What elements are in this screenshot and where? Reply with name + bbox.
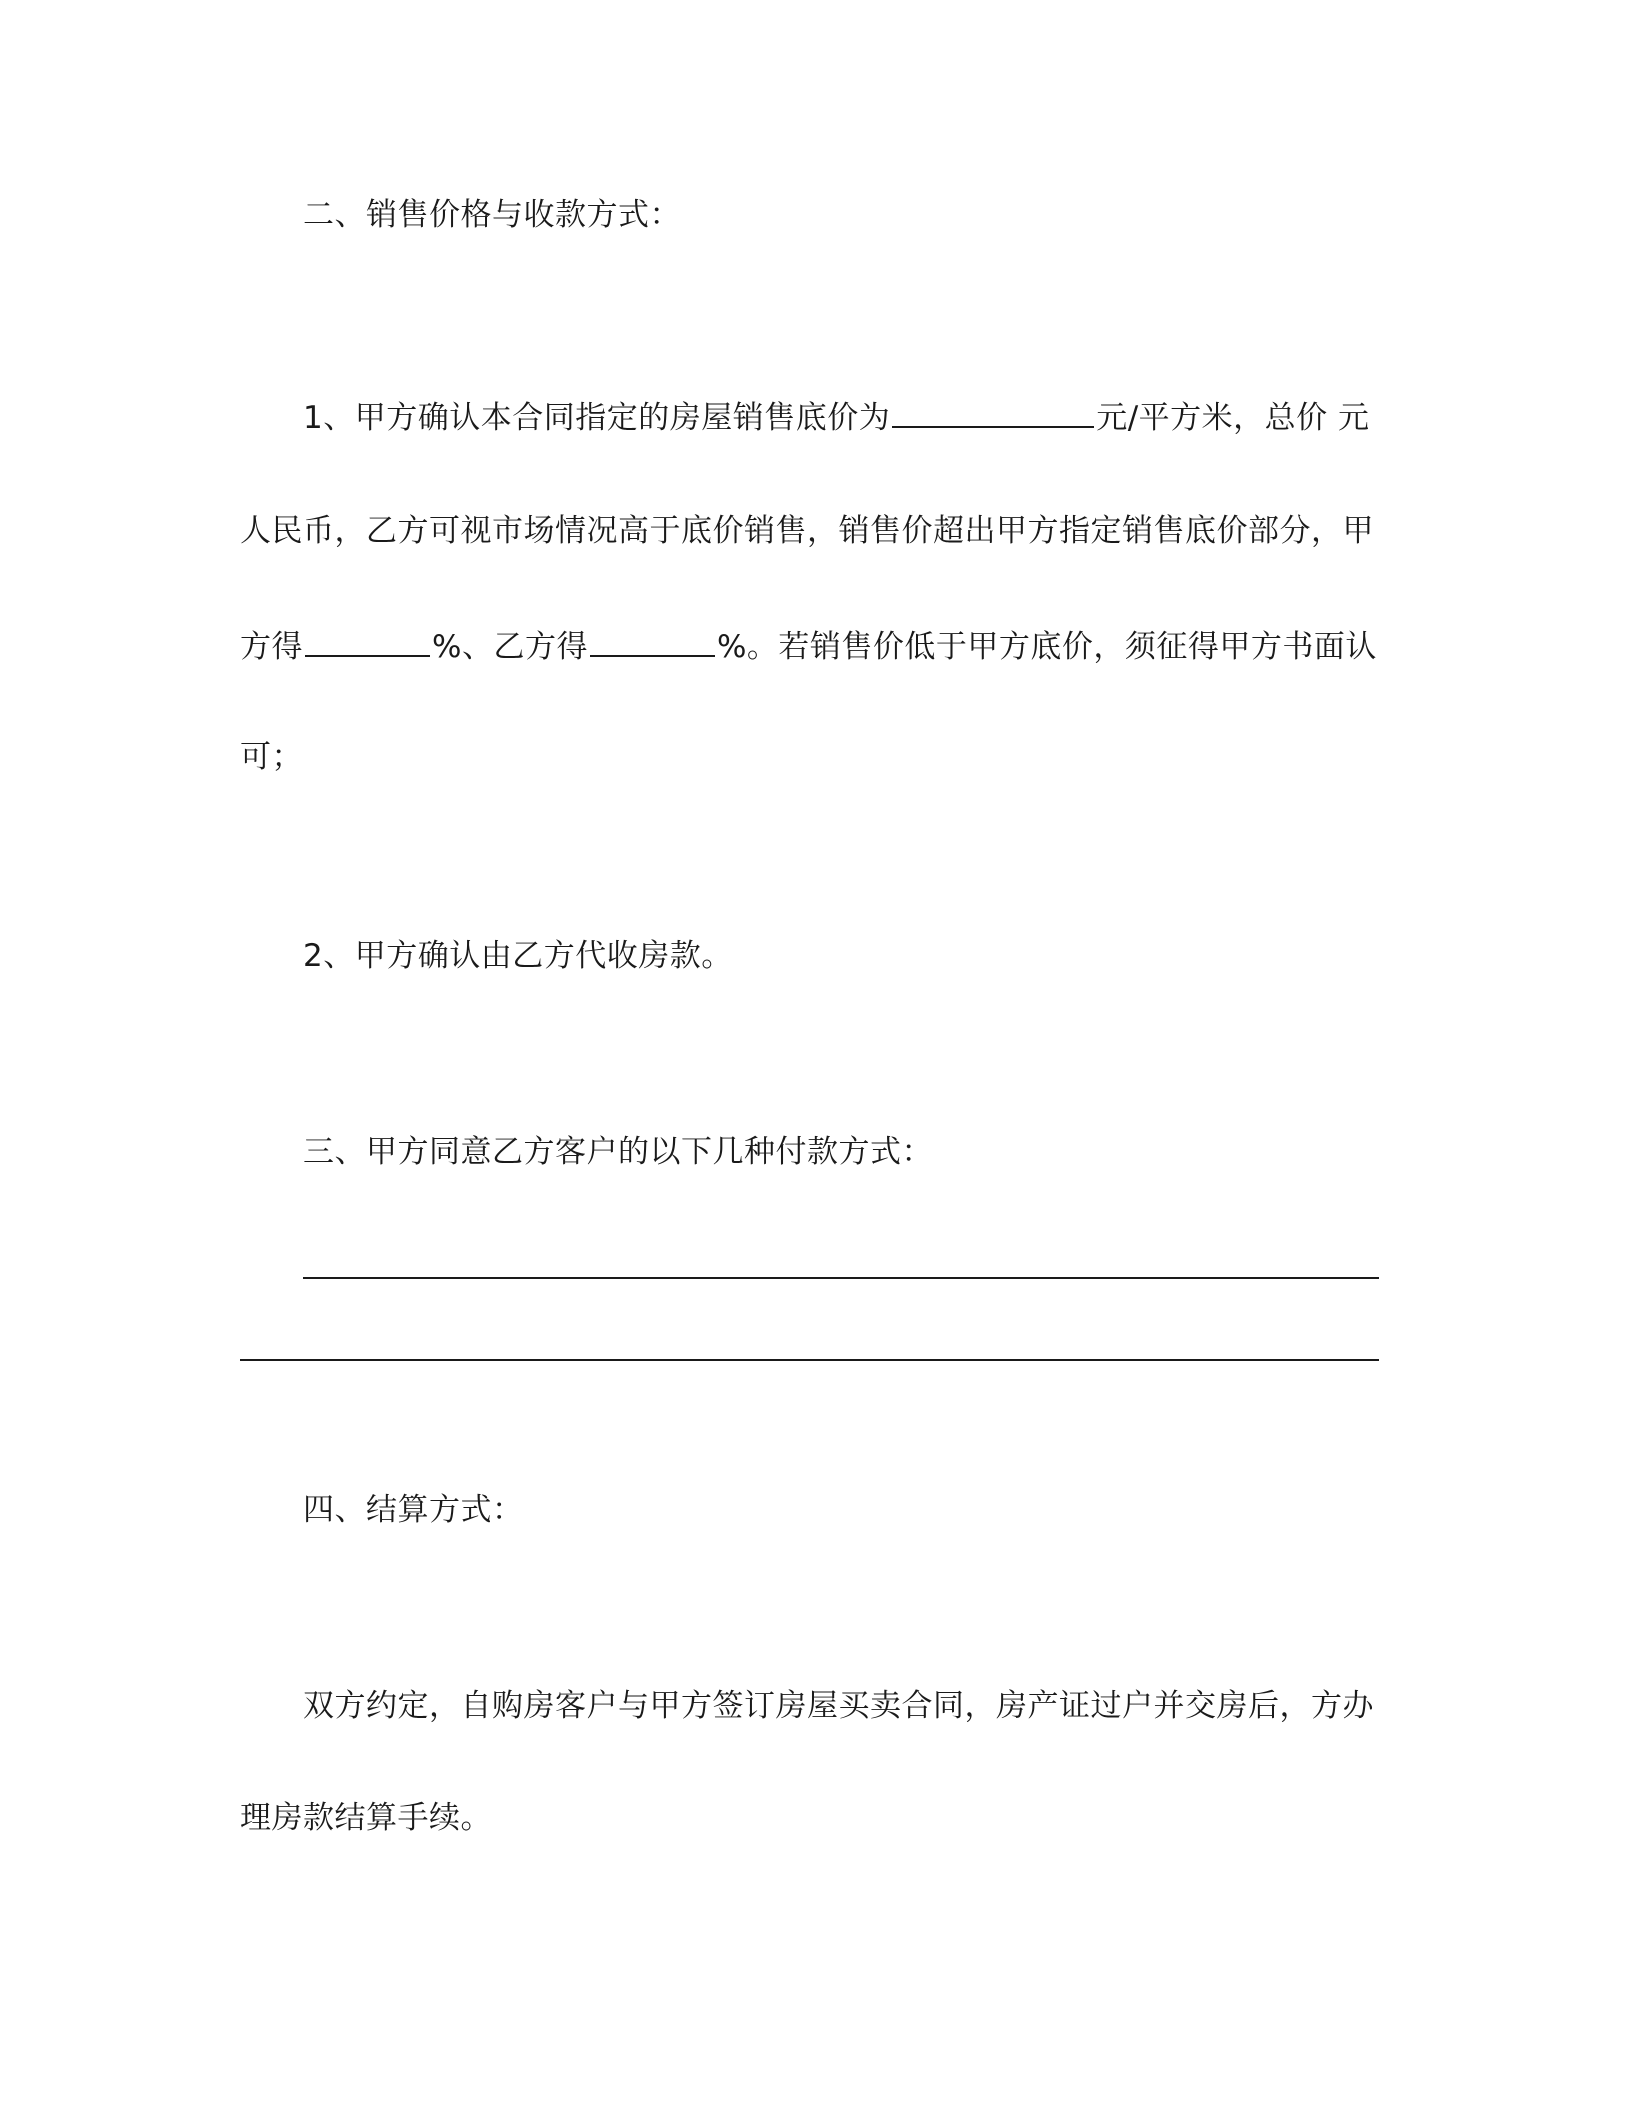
paragraph-line bbox=[240, 511, 1374, 551]
party-a-share-blank[interactable] bbox=[305, 625, 430, 657]
paragraph-text: 双方约定，自购房客户与甲方签订房屋买卖合同，房产证过户并交房后，方办 bbox=[303, 1688, 1374, 1724]
payment-method-blank-line[interactable] bbox=[303, 1277, 1379, 1279]
paragraph-text: 1、甲方确认本合同指定的房屋销售底价为 bbox=[303, 400, 891, 436]
base-price-blank[interactable] bbox=[892, 396, 1094, 428]
paragraph-line bbox=[303, 396, 1370, 438]
paragraph-line bbox=[240, 625, 1377, 667]
paragraph-line bbox=[303, 936, 733, 976]
paragraph-text: %。若销售价低于甲方底价，须征得甲方书面认 bbox=[716, 629, 1377, 665]
section-heading-text: 二、销售价格与收款方式： bbox=[303, 197, 681, 233]
paragraph-text: %、乙方得 bbox=[432, 629, 588, 665]
paragraph-text: 2、甲方确认由乙方代收房款。 bbox=[303, 938, 733, 974]
paragraph-text: 人民币，乙方可视市场情况高于底价销售，销售价超出甲方指定销售底价部分，甲 bbox=[240, 513, 1374, 549]
paragraph-line bbox=[303, 1686, 1374, 1726]
paragraph-text: 元/平方米，总价 元 bbox=[1096, 400, 1370, 436]
party-b-share-blank[interactable] bbox=[590, 625, 715, 657]
payment-method-blank-line[interactable] bbox=[240, 1359, 1379, 1361]
section-heading-sale-price bbox=[303, 195, 681, 235]
paragraph-text: 理房款结算手续。 bbox=[240, 1800, 492, 1836]
section-heading-payment-methods bbox=[303, 1132, 933, 1172]
paragraph-text: 可； bbox=[240, 739, 303, 775]
section-heading-text: 三、甲方同意乙方客户的以下几种付款方式： bbox=[303, 1134, 933, 1170]
paragraph-line bbox=[240, 1798, 492, 1838]
paragraph-line bbox=[240, 737, 303, 777]
section-heading-text: 四、结算方式： bbox=[303, 1492, 524, 1528]
section-heading-settlement bbox=[303, 1490, 524, 1530]
paragraph-text: 方得 bbox=[240, 629, 303, 665]
